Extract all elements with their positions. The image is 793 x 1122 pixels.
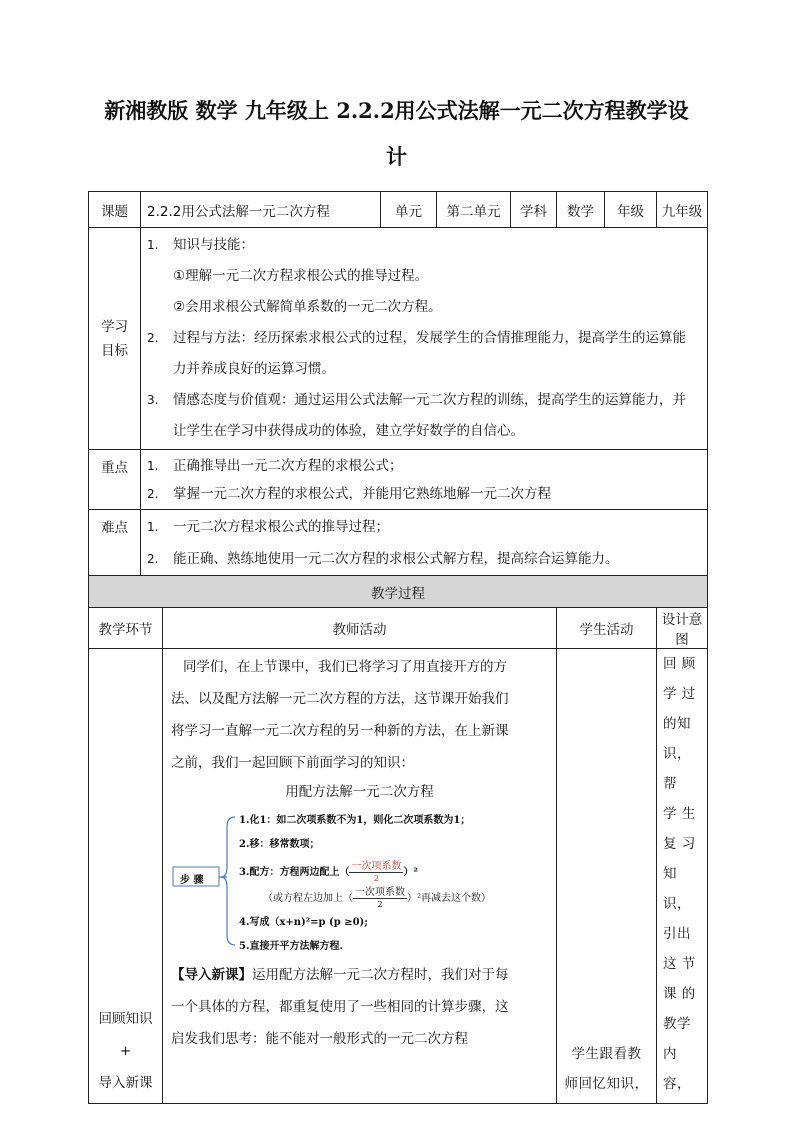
subject-value: 数学 (557, 192, 605, 228)
lead-in-label: 【导入新课】 (171, 967, 252, 983)
stage-line: 回顾知识 (98, 1011, 153, 1027)
process-row (89, 649, 708, 1104)
key-label: 重点 (89, 450, 141, 510)
topic-label: 课题 (89, 192, 141, 228)
difficulty-content (141, 510, 708, 576)
completing-square-steps-diagram (171, 805, 548, 955)
fraction-denominator: 2 (377, 900, 383, 909)
intent-text: 这 节 课 的 (663, 956, 696, 1002)
lead-in-text: 一个具体的方程，都重复使用了一些相同的计算步骤，这 (171, 999, 509, 1015)
goal-number: 3. (147, 393, 159, 407)
fraction-numerator: 一次项系数 (355, 887, 405, 898)
key-text: 掌握一元二次方程的求根公式，并能用它熟练地解一元二次方程 (173, 485, 551, 502)
difficulty-label: 难点 (89, 510, 141, 576)
process-columns-row (89, 608, 708, 649)
grade-value: 九年级 (657, 192, 708, 228)
fraction-numerator: 一次项系数 (351, 861, 402, 872)
step-1: 1.化1：如二次项系数不为1，则化二次项系数为1； (239, 815, 471, 826)
goals-label-line-1: 学习 (101, 318, 128, 335)
document-title (80, 88, 713, 180)
step-3 (239, 861, 418, 884)
goal-text: 过程与方法：经历探索求根公式的过程，发展学生的合情推理能力，提高学生的运算能 (173, 330, 686, 346)
student-activity-cell (557, 649, 657, 1104)
teacher-text: 之前，我们一起回顾下前面学习的知识： (171, 755, 414, 771)
step-3-alt (263, 887, 491, 910)
goal-number: 2. (147, 331, 159, 345)
step-3-alt-suffix: ）²再减去这个数） (407, 893, 492, 904)
unit-label: 单元 (381, 192, 437, 228)
teacher-text: 同学们，在上节课中，我们已将学习了用直接开方的方 (183, 659, 507, 675)
title-line-2: 计 (386, 144, 407, 169)
brace-icon (221, 817, 235, 945)
teacher-text: 将学习一直解一元二次方程的另一种新的方法，在上新课 (171, 723, 509, 739)
teacher-text: 法、以及配方法解一元二次方程的方法，这节课开始我们 (171, 691, 509, 707)
col-student: 学生活动 (557, 608, 657, 649)
design-intent-cell (657, 649, 708, 1104)
goal-text: 知识与技能： (173, 237, 254, 253)
stage-line: + (119, 1043, 132, 1059)
lead-in-text: 启发我们思考：能不能对一般形式的一元二次方程 (171, 1031, 468, 1047)
difficulty-number: 2. (147, 551, 159, 566)
info-row (89, 192, 708, 228)
col-teacher: 教师活动 (163, 608, 557, 649)
student-text: 学生跟看教 (571, 1046, 642, 1062)
goal-text: 情感态度与价值观：通过运用公式法解一元二次方程的训练，提高学生的运算能力，并 (173, 392, 686, 408)
step-3-suffix: ）² (403, 867, 418, 878)
stage-line: 导入新课 (98, 1075, 153, 1091)
difficulty-row (89, 510, 708, 576)
fraction-denominator: 2 (373, 874, 379, 883)
intent-text: 教学内容， (663, 1016, 692, 1092)
key-number: 1. (147, 458, 159, 473)
stage-cell (89, 649, 163, 1104)
intent-text: 学 生 复 习 (663, 806, 696, 852)
goal-text: ①理解一元二次方程求根公式的推导过程。 (173, 268, 429, 284)
key-content (141, 450, 708, 510)
subject-label: 学科 (511, 192, 557, 228)
teacher-activity-cell (163, 649, 557, 1104)
student-text: 师回忆知识， (564, 1076, 649, 1092)
lead-in-line (171, 959, 548, 991)
process-header: 教学过程 (89, 576, 708, 608)
goals-content (141, 228, 708, 450)
lesson-plan-table (88, 191, 708, 1104)
col-stage: 教学环节 (89, 608, 163, 649)
goal-text: 力并养成良好的运算习惯。 (173, 361, 335, 377)
unit-value: 第二单元 (437, 192, 511, 228)
process-header-row (89, 576, 708, 608)
diagram-title: 用配方法解一元二次方程 (285, 784, 434, 800)
difficulty-text: 能正确、熟练地使用一元二次方程的求根公式解方程，提高综合运算能力。 (173, 550, 619, 567)
grade-label: 年级 (605, 192, 657, 228)
intent-text: 的知识，帮 (663, 716, 692, 792)
goal-text: ②会用求根公式解简单系数的一元二次方程。 (173, 299, 442, 315)
step-5: 5.直接开平方法解方程. (239, 941, 343, 952)
fraction (349, 861, 403, 884)
key-text: 正确推导出一元二次方程的求根公式； (173, 457, 403, 474)
key-row (89, 450, 708, 510)
step-4: 4.写成（x+n)²=p (p ≥0); (239, 917, 368, 928)
difficulty-text: 一元二次方程求根公式的推导过程； (173, 518, 389, 535)
title-line-1: 新湘教版 数学 九年级上 2.2.2用公式法解一元二次方程教学设 (104, 98, 689, 123)
intent-text: 回 顾 学 过 (663, 656, 696, 702)
goals-row (89, 228, 708, 450)
goals-label-line-2: 目标 (101, 342, 128, 359)
topic-value: 2.2.2用公式法解一元二次方程 (141, 192, 381, 228)
key-number: 2. (147, 486, 159, 501)
goal-number: 1. (147, 238, 159, 252)
step-label: 步 骤 (180, 875, 204, 886)
step-3-alt-prefix: （或方程左边加上（ (263, 893, 353, 904)
goal-text: 让学生在学习中获得成功的体验，建立学好数学的自信心。 (173, 423, 524, 439)
col-intent: 设计意图 (657, 608, 708, 649)
lead-in-text: 运用配方法解一元二次方程时，我们对于每 (252, 967, 509, 983)
intent-text: 知识，引出 (663, 866, 692, 942)
goals-label (89, 228, 141, 450)
step-2: 2.移：移常数项； (239, 839, 320, 850)
fraction (353, 887, 407, 910)
step-3-prefix: 3.配方：方程两边配上（ (239, 867, 350, 878)
difficulty-number: 1. (147, 519, 159, 534)
